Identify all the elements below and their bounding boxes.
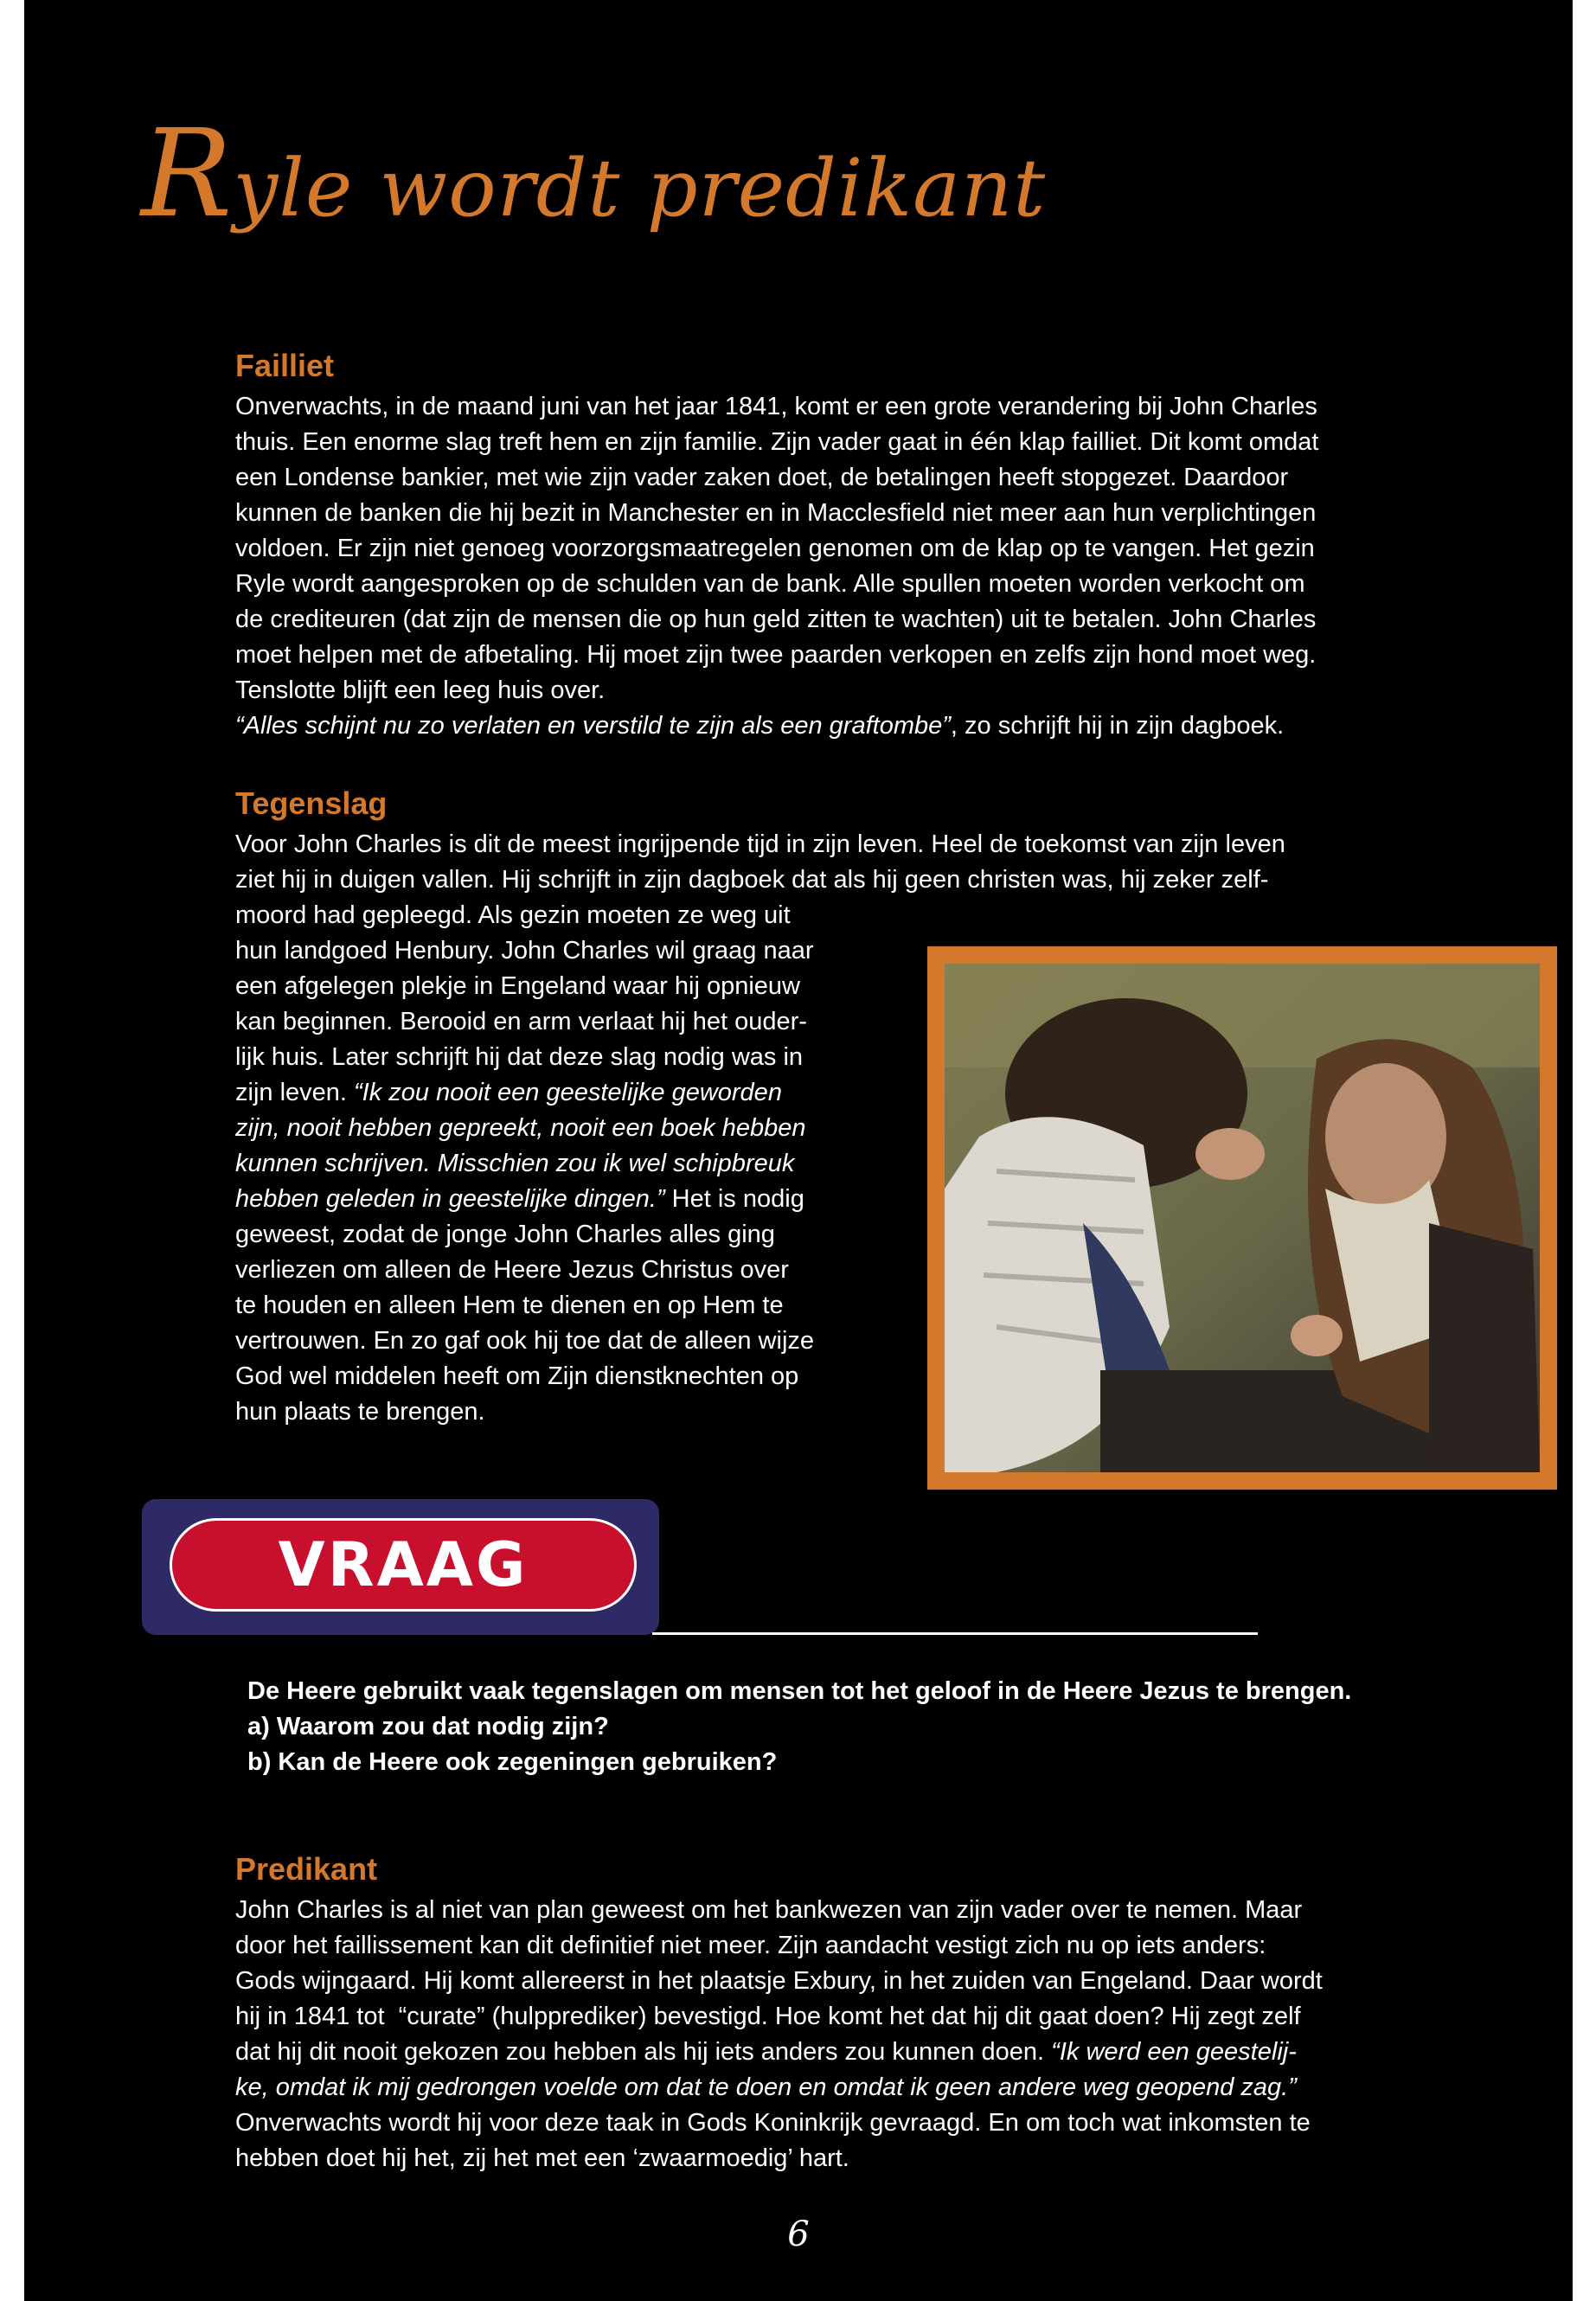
diary-quote: “Alles schijnt nu zo verlaten en verstild te zijn als een graftombe” (235, 712, 951, 740)
photo-two-girls-comforting (945, 964, 1540, 1472)
section-body: Voor John Charles is dit de meest ingrijpende tijd in zijn leven. Heel de toekomst van zijn leven ziet hij in duigen vallen. Hij schrijft in zijn dagboek dat als hij geen christen was, hij zeker zelf- moord had gepleegd. Als gezin moeten ze weg uit hun landgoed Henbury. John Charles wil graag naar een afgelegen plekje in Engeland waar hij opnieuw kan beginnen. Berooid en arm verlaat hij het ouder- lijk huis. Later schrijft hij dat deze slag nodig was in zijn leven. “Ik zou nooit een geestelijke geworden zijn, nooit hebben gepreekt, nooit een boek hebben kunnen schrijven. Misschien zou ik wel schipbreuk hebben geleden in geestelijke dingen.” Het is nodig geweest, zodat de jonge John Charles alles ging verliezen om alleen de Heere Jezus Christus over te houden en alleen Hem te dienen en op Hem te vertrouwen. En zo gaf ook hij toe dat de alleen wijze God wel middelen heeft om Zijn dienstknechten op hun plaats te brengen. (235, 827, 1481, 1430)
section-heading: Tegenslag (235, 785, 388, 821)
section-body: Onverwachts, in de maand juni van het jaar 1841, komt er een grote verandering bij John Charles thuis. Een enorme slag treft hem en zijn familie. Zijn vader gaat in één klap failliet. Dit komt omdat een Londense bankier, met wie zijn vader zaken doet, de betalingen heeft stopgezet. Daardoor kunnen de banken die hij bezit in Manchester en in Macclesfield niet meer aan hun verplichtingen voldoen. Er zijn niet genoeg voorzorgsmaatregelen genomen om de klap op te vangen. Het gezin Ryle wordt aangesproken op de schulden van de bank. Alle spullen moeten worden verkocht om de crediteuren (dat zijn de mensen die op hun geld zitten te wachten) uit te betalen. John Charles moet helpen met de afbetaling. Hij moet zijn twee paarden verkopen en zelfs zijn hond moet weg. Tenslotte blijft een leeg huis over. “Alles schijnt nu zo verlaten en verstild te zijn als een graftombe”, zo schrijft hij in zijn dagboek. (235, 393, 1319, 740)
page-number: 6 (787, 2214, 810, 2254)
section-body: John Charles is al niet van plan geweest om het bankwezen van zijn vader over te nemen. Maar door het faillissement kan dit definitief niet meer. Zijn aandacht vestigt zich nu op iets anders: Gods wijngaard. Hij komt allereerst in het plaatsje Exbury, in het zuiden van Engeland. Daar wordt hij in 1841 tot “curate” (hulpprediker) bevestigd. Hoe komt het dat hij dit gaat doen? Hij zegt zelf dat hij dit nooit gekozen zou hebben als hij iets anders zou kunnen doen. “Ik werd een geestelij- ke, omdat ik mij gedrongen voelde om dat te doen en omdat ik geen andere weg geopend zag.” Onverwachts wordt hij voor deze taak in Gods Koninkrijk gevraagd. En om toch wat inkomsten te hebben doet hij het, zij het met een ‘zwaarmoedig’ hart. (235, 1896, 1323, 2172)
page (24, 0, 1573, 2301)
question-block (247, 1674, 1502, 1780)
section-failliet (235, 348, 1481, 744)
page-title: Ryle wordt predikant (141, 104, 1047, 245)
section-heading: Failliet (235, 348, 335, 383)
question-text: De Heere gebruikt vaak tegenslagen om mensen tot het geloof in de Heere Jezus te brengen. (247, 1677, 1352, 1705)
vraag-banner (142, 1499, 659, 1635)
section-heading: Predikant (235, 1851, 378, 1887)
vraag-pill (170, 1518, 637, 1612)
vraag-label: VRAAG (278, 1529, 529, 1600)
section-predikant (235, 1851, 1481, 2176)
photo-frame (927, 946, 1557, 1490)
text-column: moord had gepleegd. Als gezin moeten ze weg uit hun landgoed Henbury. John Charles wil graag naar een afgelegen plekje in Engeland waar hij opnieuw kan beginnen. Berooid en arm verlaat hij het ouder- lijk huis. Later schrijft hij dat deze slag nodig was in zijn leven. “Ik zou nooit een geestelijke geworden zijn, nooit hebben gepreekt, nooit een boek hebben kunnen schrijven. Misschien zou ik wel schipbreuk hebben geleden in geestelijke dingen.” Het is nodig geweest, zodat de jonge John Charles alles ging verliezen om alleen de Heere Jezus Christus over te houden en alleen Hem te dienen en op Hem te vertrouwen. En zo gaf ook hij toe dat de alleen wijze God wel middelen heeft om Zijn dienstknechten op hun plaats te brengen. (235, 901, 815, 1426)
divider-line (652, 1632, 1258, 1635)
question-a: a) Waarom zou dat nodig zijn? (247, 1713, 609, 1740)
question-b: b) Kan de Heere ook zegeningen gebruiken? (247, 1748, 778, 1776)
